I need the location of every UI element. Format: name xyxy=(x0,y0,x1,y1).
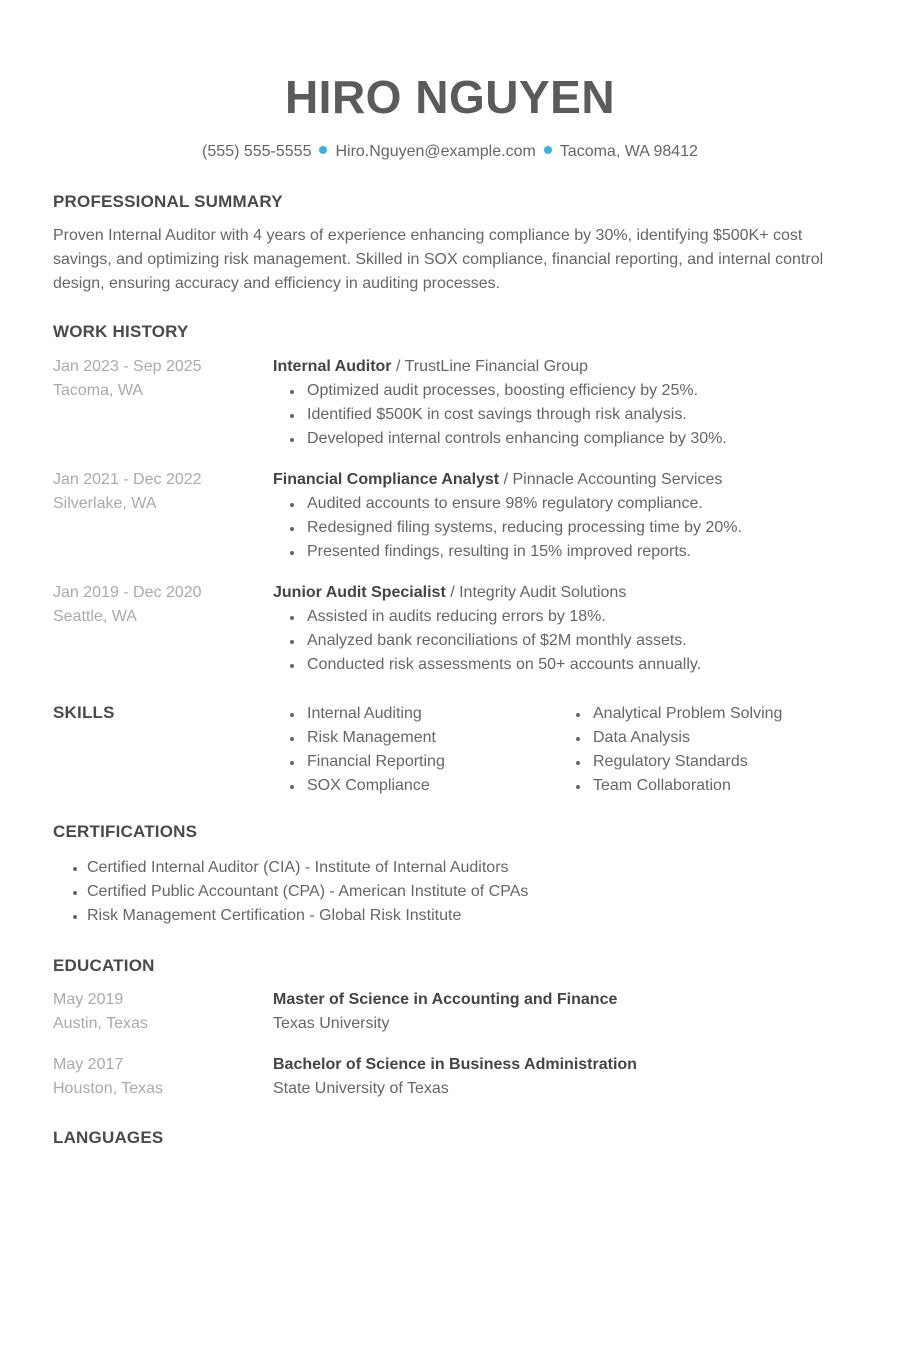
certifications-list xyxy=(53,856,853,928)
list-item: Risk Management xyxy=(273,726,563,750)
languages-heading: LANGUAGES xyxy=(53,1128,164,1147)
job-dates: Jan 2021 - Dec 2022 xyxy=(53,471,202,488)
education-location: Houston, Texas xyxy=(53,1080,163,1097)
skills-list xyxy=(273,702,873,802)
phone: (555) 555-5555 xyxy=(202,143,312,160)
job-location: Tacoma, WA xyxy=(53,382,144,399)
list-item: Audited accounts to ensure 98% regulatory compliance. xyxy=(273,492,853,516)
list-item: Analytical Problem Solving xyxy=(559,702,849,726)
school: State University of Texas xyxy=(273,1080,449,1097)
job-title: Financial Compliance Analyst xyxy=(273,471,500,488)
summary-text: Proven Internal Auditor with 4 years of experience enhancing compliance by 30%, identifying $500K+ cost savings, and optimizing risk management. Skilled in SOX compliance, financial reporting, and internal control design, ensuring accuracy and efficiency in auditing processes. xyxy=(53,227,824,292)
list-item: Identified $500K in cost savings through risk analysis. xyxy=(273,403,853,427)
email: Hiro.Nguyen@example.com xyxy=(335,143,536,160)
list-item: SOX Compliance xyxy=(273,774,563,798)
candidate-name: HIRO NGUYEN xyxy=(284,71,616,123)
list-item: Developed internal controls enhancing compliance by 30%. xyxy=(273,427,853,451)
job-title: Junior Audit Specialist xyxy=(273,584,446,601)
location: Tacoma, WA 98412 xyxy=(559,143,698,160)
bullet-dot-icon xyxy=(319,146,327,154)
job-company: / Pinnacle Accounting Services xyxy=(499,471,723,488)
education-date: May 2017 xyxy=(53,1056,124,1073)
list-item: Presented findings, resulting in 15% improved reports. xyxy=(273,540,853,564)
skills-heading: SKILLS xyxy=(53,703,115,722)
contact-line xyxy=(0,142,900,162)
certifications-heading: CERTIFICATIONS xyxy=(53,822,198,841)
job-company: / Integrity Audit Solutions xyxy=(445,584,627,601)
list-item: Redesigned filing systems, reducing processing time by 20%. xyxy=(273,516,853,540)
list-item: Certified Public Accountant (CPA) - American Institute of CPAs xyxy=(53,880,853,904)
work-heading: WORK HISTORY xyxy=(53,322,189,341)
degree: Master of Science in Accounting and Finance xyxy=(273,991,618,1008)
list-item: Team Collaboration xyxy=(559,774,849,798)
job-company: / TrustLine Financial Group xyxy=(391,358,589,375)
job-dates: Jan 2023 - Sep 2025 xyxy=(53,358,202,375)
school: Texas University xyxy=(273,1015,390,1032)
list-item: Certified Internal Auditor (CIA) - Institute of Internal Auditors xyxy=(53,856,853,880)
degree: Bachelor of Science in Business Administration xyxy=(273,1056,637,1073)
list-item: Risk Management Certification - Global Risk Institute xyxy=(53,904,853,928)
list-item: Data Analysis xyxy=(559,726,849,750)
job-title: Internal Auditor xyxy=(273,358,392,375)
list-item: Financial Reporting xyxy=(273,750,563,774)
education-date: May 2019 xyxy=(53,991,124,1008)
list-item: Internal Auditing xyxy=(273,702,563,726)
list-item: Assisted in audits reducing errors by 18%. xyxy=(273,605,853,629)
list-item: Optimized audit processes, boosting efficiency by 25%. xyxy=(273,379,853,403)
job-location: Seattle, WA xyxy=(53,608,137,625)
summary-heading: PROFESSIONAL SUMMARY xyxy=(53,192,283,211)
list-item: Analyzed bank reconciliations of $2M monthly assets. xyxy=(273,629,853,653)
list-item: Conducted risk assessments on 50+ accounts annually. xyxy=(273,653,853,677)
list-item: Regulatory Standards xyxy=(559,750,849,774)
education-heading: EDUCATION xyxy=(53,956,155,975)
job-location: Silverlake, WA xyxy=(53,495,157,512)
job-dates: Jan 2019 - Dec 2020 xyxy=(53,584,202,601)
bullet-dot-icon xyxy=(544,146,552,154)
education-location: Austin, Texas xyxy=(53,1015,148,1032)
